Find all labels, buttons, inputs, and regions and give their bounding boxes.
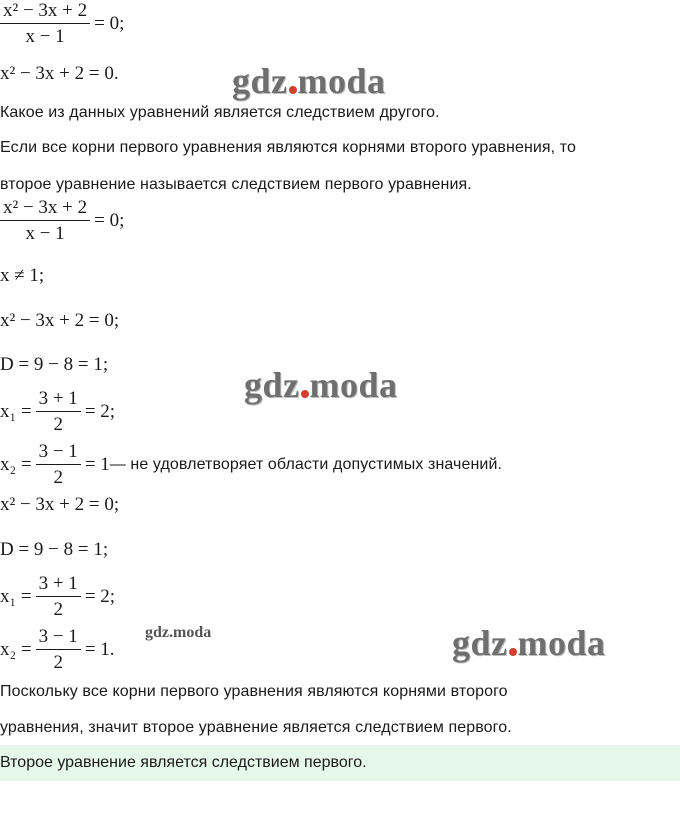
- root-x2-second-denominator: 2: [53, 652, 63, 673]
- watermark-logo-bottom: gdz moda: [452, 623, 606, 663]
- root-x2-second-numerator: 3 − 1: [36, 626, 81, 650]
- watermark-dot: [509, 648, 517, 656]
- root-x1-numerator: 3 + 1: [36, 388, 81, 412]
- root-x2-second-rhs: = 1.: [84, 639, 115, 660]
- definition-line-2: второе уравнение называется следствием первого уравнения.: [0, 176, 472, 193]
- discriminant-2: D = 9 − 8 = 1;: [0, 539, 109, 560]
- watermark-dot: [301, 390, 309, 398]
- equation-1-rhs: = 0;: [94, 13, 125, 34]
- root-x2-note: — не удовлетворяет области допустимых значений.: [109, 456, 503, 473]
- root-x1-second-denominator: 2: [53, 599, 63, 620]
- root-x1-second-rhs: = 2;: [84, 586, 116, 607]
- root-x2-rhs: = 1: [84, 454, 110, 475]
- discriminant: D = 9 − 8 = 1;: [0, 354, 109, 375]
- solution-equation-1-rhs: = 0;: [94, 210, 125, 231]
- solution-equation-1-denominator: x − 1: [25, 223, 65, 244]
- root-x1-lhs: x₁ =: [0, 401, 32, 422]
- root-x2-denominator: 2: [53, 467, 63, 488]
- quadratic-equation: x² − 3x + 2 = 0;: [0, 310, 120, 331]
- equation-1-denominator: x − 1: [25, 26, 65, 47]
- domain-condition: x ≠ 1;: [0, 265, 45, 286]
- definition-line-1: Если все корни первого уравнения являются корнями второго уравнения, то: [0, 139, 577, 156]
- root-x1-second-lhs: x₁ =: [0, 586, 32, 607]
- watermark-logo-top: gdz moda: [232, 61, 386, 101]
- watermark-dot: [289, 86, 297, 94]
- conclusion-line-1: Поскольку все корни первого уравнения являются корнями второго: [0, 683, 508, 700]
- question-text: Какое из данных уравнений является следствием другого.: [0, 104, 440, 121]
- root-x1-rhs: = 2;: [84, 401, 116, 422]
- second-equation: x² − 3x + 2 = 0;: [0, 494, 120, 515]
- root-x1: [0, 388, 115, 436]
- watermark-small: gdz.moda: [145, 624, 212, 641]
- equation-1: [0, 0, 124, 48]
- solution-equation-1: [0, 197, 124, 245]
- root-x1-second: [0, 573, 115, 621]
- root-x1-second-numerator: 3 + 1: [36, 573, 81, 597]
- solution-equation-1-numerator: x² − 3x + 2: [0, 197, 90, 221]
- answer-text: Второе уравнение является следствием первого.: [0, 754, 367, 771]
- answer-box: [0, 745, 680, 781]
- root-x2: [0, 441, 502, 489]
- root-x1-denominator: 2: [53, 414, 63, 435]
- conclusion-line-2: уравнения, значит второе уравнение является следствием первого.: [0, 719, 512, 736]
- equation-1-numerator: x² − 3x + 2: [0, 0, 90, 24]
- watermark-logo-middle: gdz moda: [244, 365, 398, 405]
- root-x2-second: [0, 626, 115, 674]
- root-x2-second-lhs: x₂ =: [0, 639, 32, 660]
- root-x2-lhs: x₂ =: [0, 454, 32, 475]
- root-x2-numerator: 3 − 1: [36, 441, 81, 465]
- equation-2: x² − 3x + 2 = 0.: [0, 63, 119, 84]
